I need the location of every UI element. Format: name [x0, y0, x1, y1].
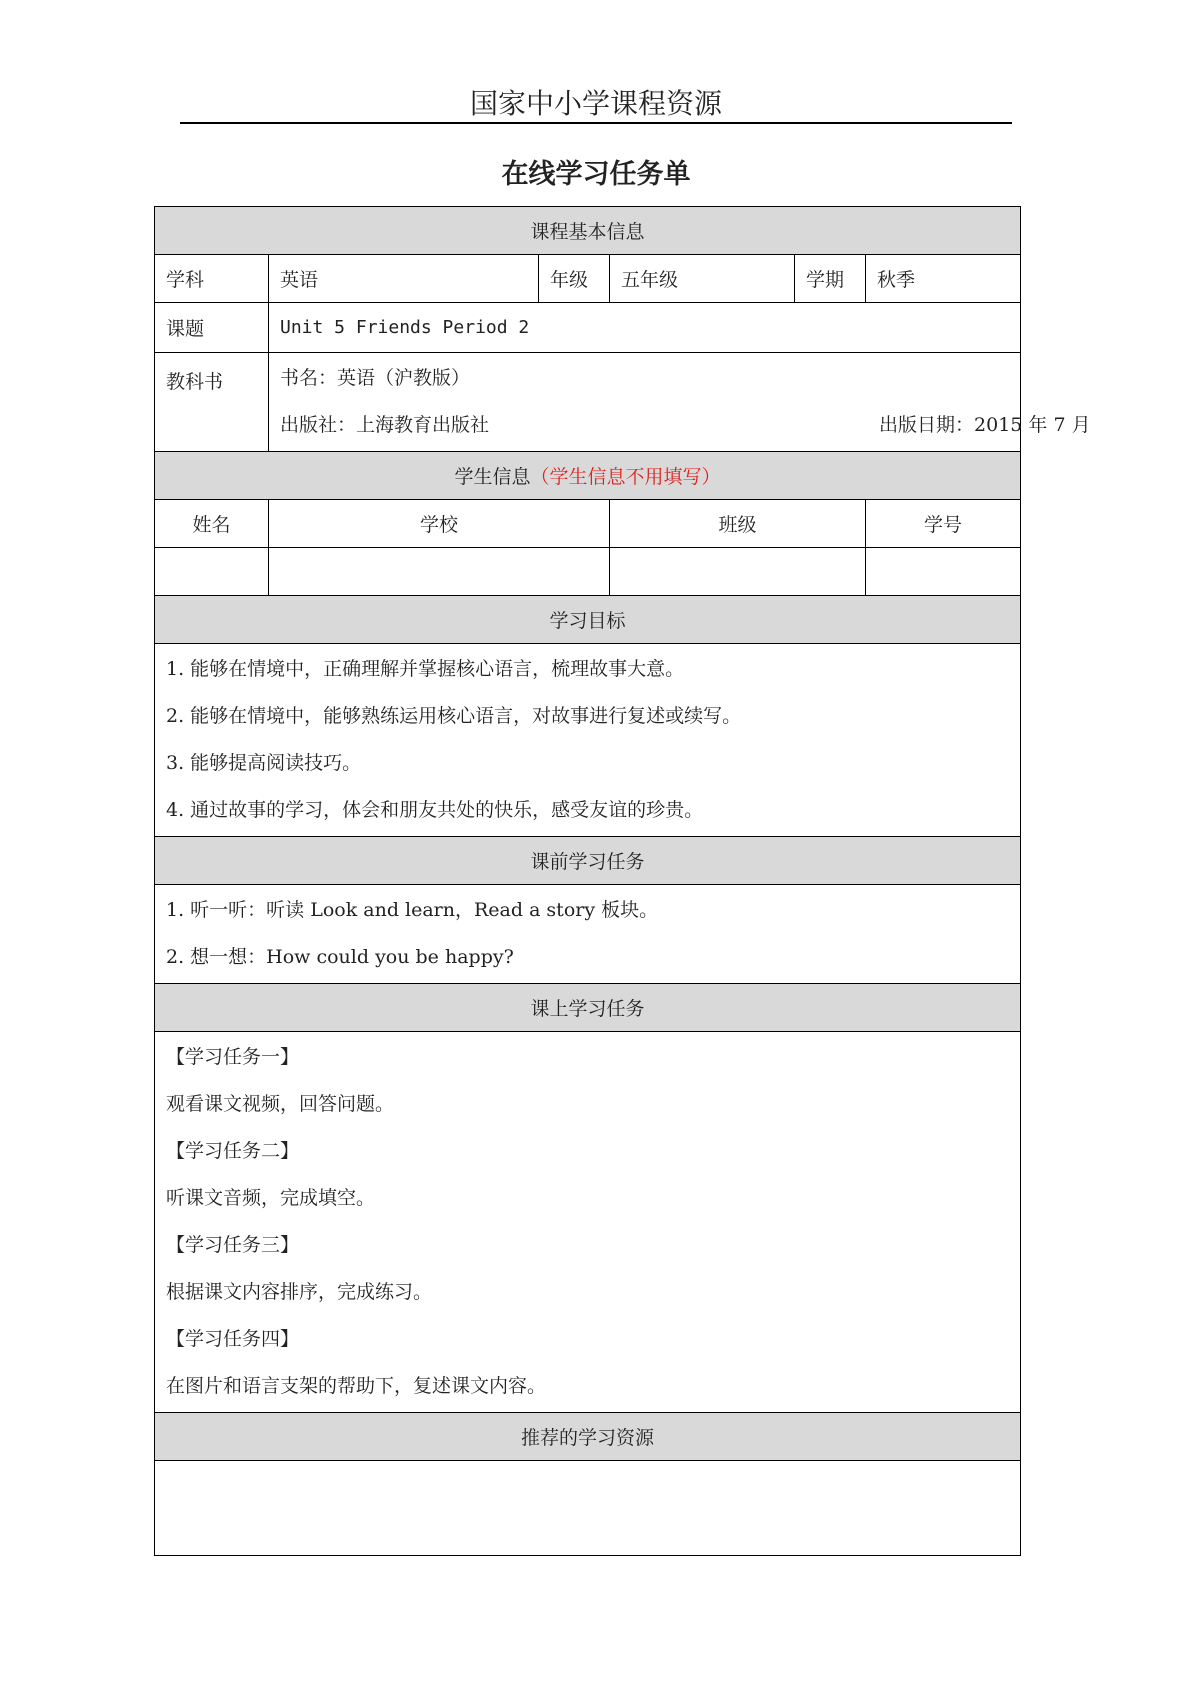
task-body: 根据课文内容排序，完成练习。: [166, 1281, 433, 1303]
subject-label: 学科: [155, 255, 269, 303]
course-info-header-row: [155, 207, 1021, 255]
objectives-list: [155, 644, 1021, 837]
school-field[interactable]: [269, 548, 610, 596]
textbook-details: [269, 353, 1091, 452]
objectives-title: 学习目标: [155, 596, 1021, 644]
task-body: 观看课文视频，回答问题。: [166, 1093, 395, 1115]
pre-class-title: 课前学习任务: [155, 837, 1021, 885]
site-title: 国家中小学课程资源: [469, 87, 722, 120]
task-heading: 【学习任务三】: [166, 1234, 300, 1256]
topic-row: [155, 303, 1021, 353]
in-class-list: [155, 1032, 1021, 1413]
task-body: 听课文音频，完成填空。: [166, 1187, 376, 1209]
pre-class-body-row: [155, 885, 1021, 984]
textbook-label: 教科书: [155, 353, 269, 452]
term-label: 学期: [795, 255, 866, 303]
objective-item: 3. 能够提高阅读技巧。: [166, 752, 362, 774]
term-value: 秋季: [866, 255, 1021, 303]
topic-value: Unit 5 Friends Period 2: [269, 303, 1021, 353]
col-school: 学校: [269, 500, 610, 548]
col-student-id: 学号: [866, 500, 1021, 548]
student-info-title: [155, 452, 1021, 500]
task-heading: 【学习任务一】: [166, 1046, 300, 1068]
in-class-title: 课上学习任务: [155, 984, 1021, 1032]
book-name: 书名：英语（沪教版）: [280, 367, 471, 389]
task-heading: 【学习任务二】: [166, 1140, 300, 1162]
task-heading: 【学习任务四】: [166, 1328, 300, 1350]
student-info-header-row: [155, 452, 1021, 500]
col-name: 姓名: [155, 500, 269, 548]
pre-class-item: 1. 听一听：听读 Look and learn，Read a story 板块。: [166, 899, 659, 921]
publisher-line: [280, 402, 1091, 449]
task-sheet-table: [154, 206, 1091, 1556]
task-body: 在图片和语言支架的帮助下，复述课文内容。: [166, 1375, 547, 1397]
student-id-field[interactable]: [866, 548, 1021, 596]
pre-class-list: [155, 885, 1021, 984]
subject-row: [155, 255, 1021, 303]
objectives-body-row: [155, 644, 1021, 837]
student-columns-row: [155, 500, 1021, 548]
header-rule: [180, 122, 1012, 124]
student-info-note: （学生信息不用填写）: [530, 466, 721, 488]
course-info-title: 课程基本信息: [155, 207, 1021, 255]
student-info-label: 学生信息: [454, 466, 531, 488]
publisher: 出版社：上海教育出版社: [280, 414, 490, 436]
in-class-body-row: [155, 1032, 1021, 1413]
grade-label: 年级: [539, 255, 610, 303]
objectives-header-row: [155, 596, 1021, 644]
in-class-header-row: [155, 984, 1021, 1032]
grade-value: 五年级: [610, 255, 795, 303]
resources-body-row: [155, 1461, 1021, 1556]
textbook-row: [155, 353, 1021, 452]
objective-item: 2. 能够在情境中，能够熟练运用核心语言，对故事进行复述或续写。: [166, 705, 742, 727]
student-blank-row: [155, 548, 1021, 596]
class-field[interactable]: [610, 548, 866, 596]
document-title: 在线学习任务单: [501, 159, 691, 190]
objective-item: 1. 能够在情境中，正确理解并掌握核心语言，梳理故事大意。: [166, 658, 685, 680]
name-field[interactable]: [155, 548, 269, 596]
subject-value: 英语: [269, 255, 539, 303]
pre-class-item: 2. 想一想：How could you be happy?: [166, 946, 514, 968]
resources-blank: [155, 1461, 1021, 1556]
col-class: 班级: [610, 500, 866, 548]
resources-title: 推荐的学习资源: [155, 1413, 1021, 1461]
topic-label: 课题: [155, 303, 269, 353]
objective-item: 4. 通过故事的学习，体会和朋友共处的快乐，感受友谊的珍贵。: [166, 799, 704, 821]
publish-date: 出版日期：2015 年 7 月: [879, 414, 1091, 436]
resources-header-row: [155, 1413, 1021, 1461]
pre-class-header-row: [155, 837, 1021, 885]
